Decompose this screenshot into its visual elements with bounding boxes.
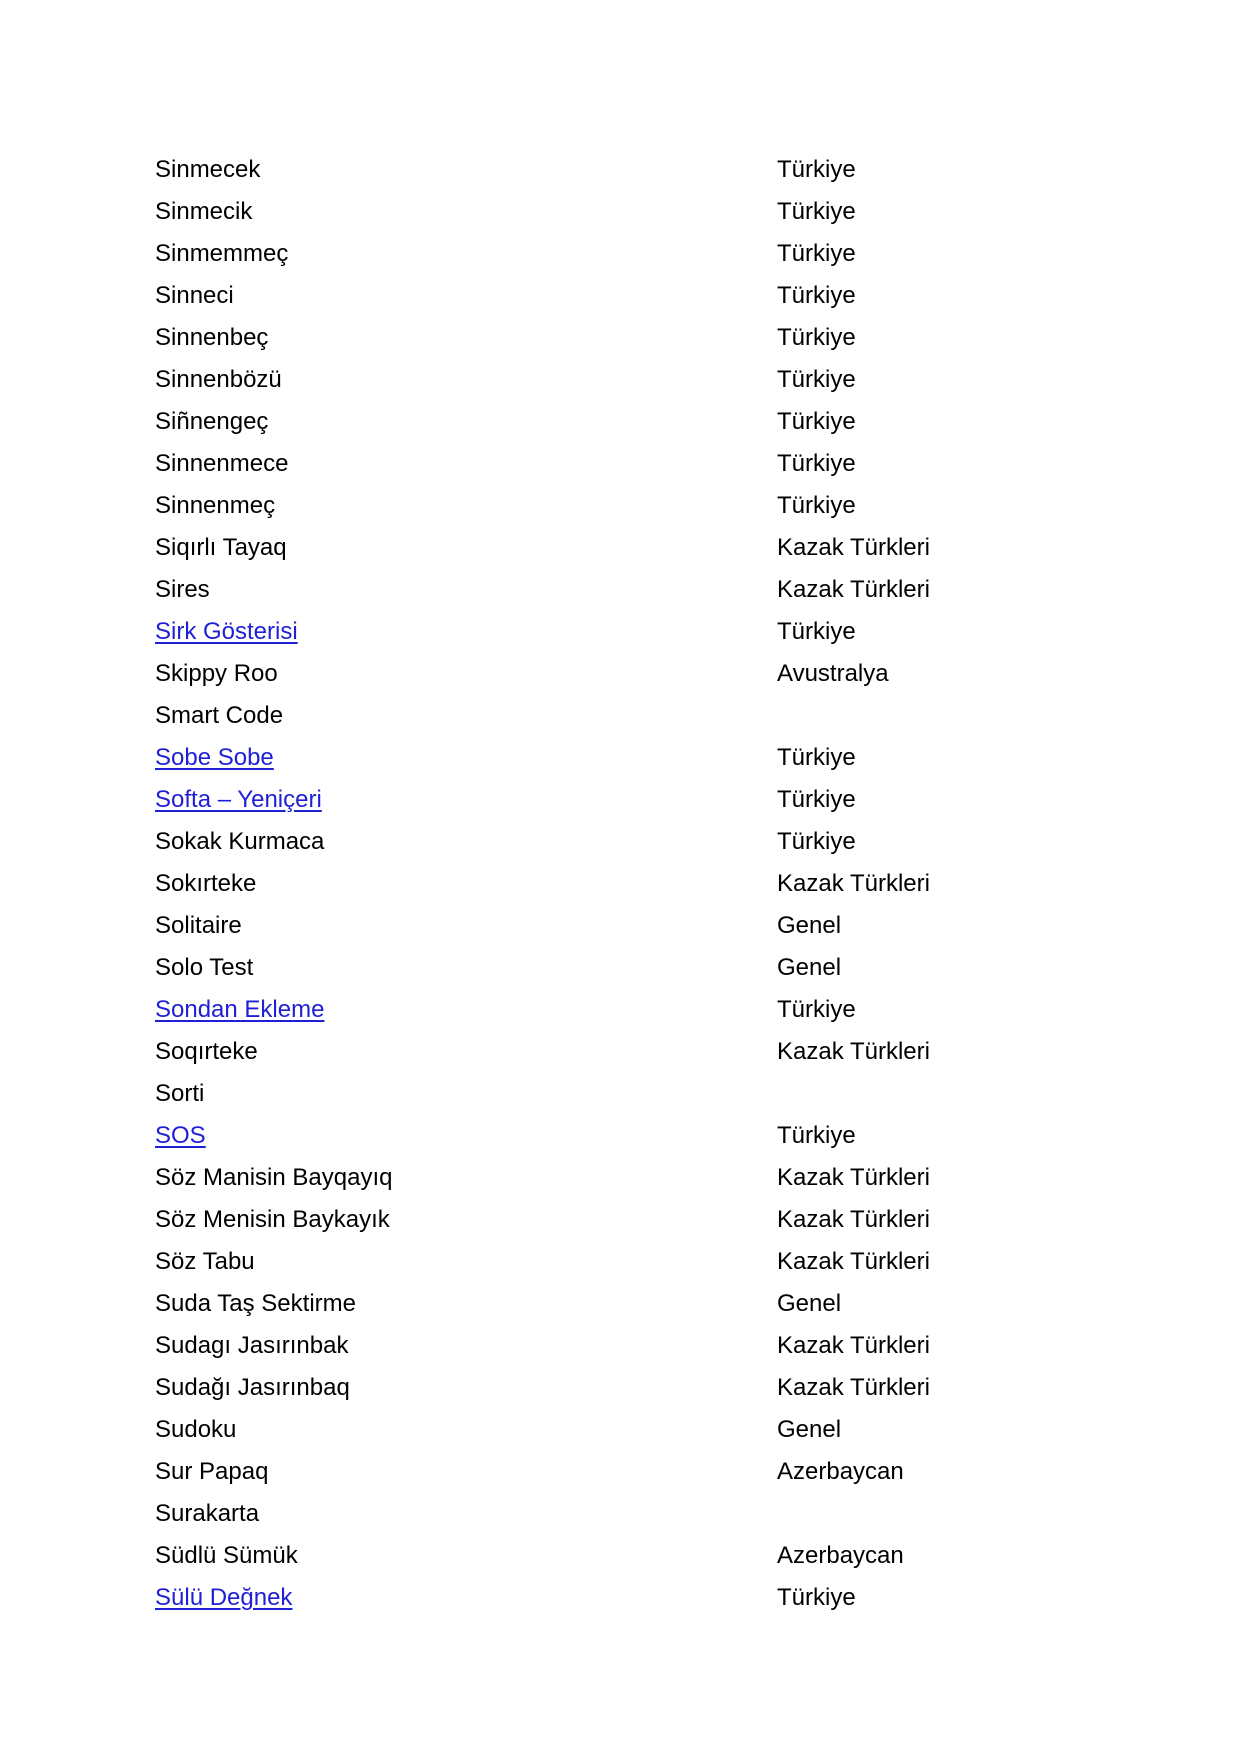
game-name: Sinnenmece [155, 450, 289, 477]
game-name: Söz Menisin Baykayık [155, 1206, 390, 1233]
list-row [155, 1115, 1055, 1157]
game-name-link[interactable]: SOS [155, 1122, 206, 1149]
game-name: Sudağı Jasırınbaq [155, 1374, 350, 1401]
game-name: Sokak Kurmaca [155, 828, 325, 855]
game-name-link[interactable]: Softa – Yeniçeri [155, 786, 322, 813]
game-origin: Türkiye [777, 828, 856, 855]
game-name: Sinmecik [155, 198, 253, 225]
game-origin: Genel [777, 1416, 842, 1443]
list-row [155, 863, 1055, 905]
game-name: Skippy Roo [155, 660, 278, 687]
game-name: Siñnengeç [155, 408, 269, 435]
list-row [155, 569, 1055, 611]
game-name: Sires [155, 576, 210, 603]
game-name: Siqırlı Tayaq [155, 534, 287, 561]
game-name: Sinmecek [155, 156, 261, 183]
game-origin: Kazak Türkleri [777, 1332, 930, 1359]
game-name: Sudagı Jasırınbak [155, 1332, 349, 1359]
game-name: Sur Papaq [155, 1458, 269, 1485]
game-list [155, 149, 1055, 1619]
game-name: Sinnenbözü [155, 366, 282, 393]
game-origin: Türkiye [777, 450, 856, 477]
game-name: Sorti [155, 1080, 205, 1107]
list-row [155, 1241, 1055, 1283]
game-name: Söz Manisin Bayqayıq [155, 1164, 393, 1191]
game-origin: Genel [777, 1290, 842, 1317]
list-row [155, 317, 1055, 359]
game-origin: Türkiye [777, 1122, 856, 1149]
list-row [155, 989, 1055, 1031]
list-row [155, 1535, 1055, 1577]
game-origin: Türkiye [777, 408, 856, 435]
list-row [155, 653, 1055, 695]
game-origin: Türkiye [777, 744, 856, 771]
list-row [155, 611, 1055, 653]
list-row [155, 905, 1055, 947]
list-row [155, 1451, 1055, 1493]
game-name: Soqırteke [155, 1038, 258, 1065]
game-origin: Azerbaycan [777, 1542, 904, 1569]
game-origin: Kazak Türkleri [777, 1038, 930, 1065]
game-name-link[interactable]: Sülü Değnek [155, 1584, 293, 1611]
list-row [155, 485, 1055, 527]
game-name: Sudoku [155, 1416, 237, 1443]
game-name: Surakarta [155, 1500, 260, 1527]
game-origin: Türkiye [777, 492, 856, 519]
game-origin: Kazak Türkleri [777, 1164, 930, 1191]
game-origin: Kazak Türkleri [777, 1374, 930, 1401]
list-row [155, 443, 1055, 485]
list-row [155, 1199, 1055, 1241]
game-origin: Türkiye [777, 240, 856, 267]
list-row [155, 191, 1055, 233]
list-row [155, 695, 1055, 737]
list-row [155, 1367, 1055, 1409]
game-name: Sinnenmeç [155, 492, 276, 519]
game-name: Suda Taş Sektirme [155, 1290, 356, 1317]
list-row [155, 401, 1055, 443]
game-name: Smart Code [155, 702, 284, 729]
list-row [155, 1073, 1055, 1115]
list-row [155, 1577, 1055, 1619]
list-row [155, 1031, 1055, 1073]
game-origin: Türkiye [777, 996, 856, 1023]
game-origin: Türkiye [777, 282, 856, 309]
list-row [155, 737, 1055, 779]
game-name: Sinnenbeç [155, 324, 269, 351]
list-row [155, 821, 1055, 863]
list-row [155, 779, 1055, 821]
list-row [155, 947, 1055, 989]
game-name: Sokırteke [155, 870, 257, 897]
game-name: Südlü Sümük [155, 1542, 298, 1569]
game-name: Solitaire [155, 912, 242, 939]
list-row [155, 1409, 1055, 1451]
game-name-link[interactable]: Sobe Sobe [155, 744, 274, 771]
game-origin: Türkiye [777, 156, 856, 183]
game-origin: Genel [777, 954, 842, 981]
list-row [155, 275, 1055, 317]
game-origin: Kazak Türkleri [777, 576, 930, 603]
game-origin: Kazak Türkleri [777, 1248, 930, 1275]
game-origin: Türkiye [777, 324, 856, 351]
game-origin: Kazak Türkleri [777, 1206, 930, 1233]
game-name-link[interactable]: Sondan Ekleme [155, 996, 325, 1023]
list-row [155, 1493, 1055, 1535]
list-row [155, 1325, 1055, 1367]
game-origin: Türkiye [777, 786, 856, 813]
game-name: Solo Test [155, 954, 254, 981]
game-name-link[interactable]: Sirk Gösterisi [155, 618, 298, 645]
list-row [155, 149, 1055, 191]
list-row [155, 359, 1055, 401]
game-origin: Türkiye [777, 1584, 856, 1611]
list-row [155, 527, 1055, 569]
game-origin: Genel [777, 912, 842, 939]
game-name: Söz Tabu [155, 1248, 255, 1275]
game-origin: Avustralya [777, 660, 889, 687]
list-row [155, 1157, 1055, 1199]
game-origin: Türkiye [777, 198, 856, 225]
game-origin: Kazak Türkleri [777, 534, 930, 561]
game-name: Sinmemmeç [155, 240, 289, 267]
list-row [155, 1283, 1055, 1325]
list-row [155, 233, 1055, 275]
game-origin: Azerbaycan [777, 1458, 904, 1485]
game-origin: Türkiye [777, 366, 856, 393]
game-name: Sinneci [155, 282, 234, 309]
game-origin: Kazak Türkleri [777, 870, 930, 897]
game-origin: Türkiye [777, 618, 856, 645]
